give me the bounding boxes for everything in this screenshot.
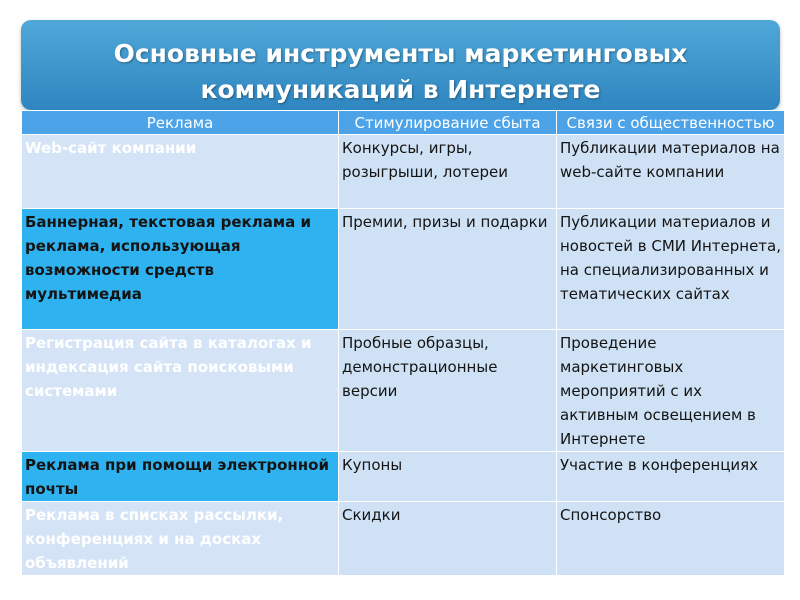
- table-row: [22, 209, 785, 330]
- slide-title-line-1: Основные инструменты маркетинговых: [113, 39, 688, 68]
- cell-advertising: Web-сайт компании: [22, 135, 339, 209]
- cell-public-relations: Публикации материалов и новостей в СМИ Интернета, на специализированных и тематических сайтах: [557, 209, 785, 330]
- table-row: [22, 330, 785, 452]
- cell-advertising: Баннерная, текстовая реклама и реклама, использующая возможности средств мультимедиа: [22, 209, 339, 330]
- header-advertising: Реклама: [22, 111, 339, 135]
- slide-title-line-2: коммуникаций в Интернете: [200, 75, 601, 104]
- slide-title: [21, 36, 780, 108]
- header-sales-promotion: Стимулирование сбыта: [339, 111, 557, 135]
- table-row: [22, 502, 785, 576]
- header-public-relations: Связи с общественностью: [557, 111, 785, 135]
- cell-public-relations: Спонсорство: [557, 502, 785, 576]
- cell-public-relations: Публикации материалов на web-сайте компании: [557, 135, 785, 209]
- cell-public-relations: Проведение маркетинговых мероприятий с их активным освещением в Интернете: [557, 330, 785, 452]
- cell-advertising: Реклама в списках рассылки, конференциях и на досках объявлений: [22, 502, 339, 576]
- cell-sales-promotion: Премии, призы и подарки: [339, 209, 557, 330]
- cell-sales-promotion: Конкурсы, игры, розыгрыши, лотереи: [339, 135, 557, 209]
- cell-sales-promotion: Купоны: [339, 452, 557, 502]
- table-row: [22, 135, 785, 209]
- title-banner: [21, 20, 780, 110]
- cell-advertising: Регистрация сайта в каталогах и индексация сайта поисковыми системами: [22, 330, 339, 452]
- cell-public-relations: Участие в конференциях: [557, 452, 785, 502]
- table-row: [22, 452, 785, 502]
- instruments-table: [21, 110, 785, 576]
- cell-sales-promotion: Пробные образцы, демонстрационные версии: [339, 330, 557, 452]
- cell-sales-promotion: Скидки: [339, 502, 557, 576]
- cell-advertising: Реклама при помощи электронной почты: [22, 452, 339, 502]
- header-row: [22, 111, 785, 135]
